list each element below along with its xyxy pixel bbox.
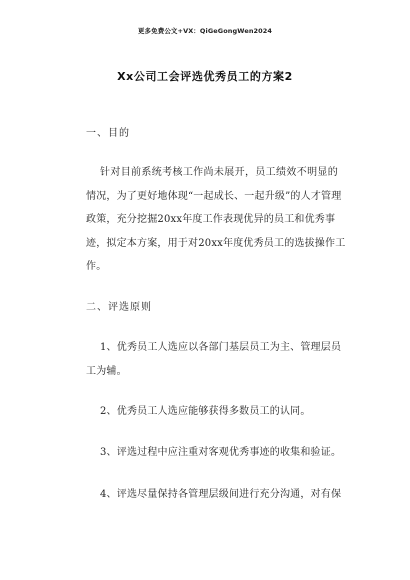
paragraph-purpose xyxy=(100,161,338,185)
principle-item-3 xyxy=(100,441,342,465)
paragraph-line: 2、优秀员工人选应能够获得多数员工的认同。 xyxy=(100,406,311,417)
paragraph-line: 针对目前系统考核工作尚未展开，员工绩效不明显的 xyxy=(100,167,338,178)
header-note: 更多免费公文+VX：QiGeGongWen2024 xyxy=(137,27,273,35)
section-heading-principles: 二、评选原则 xyxy=(86,302,152,313)
paragraph-line: 4、评选尽量保持各管理层级间进行充分沟通，对有保 xyxy=(100,489,342,500)
paragraph-line: 1、优秀员工人选应以各部门基层员工为主、管理层员 xyxy=(100,342,342,353)
paragraph-line: 情况，为了更好地体现“一起成长、一起升级”的人才管理 xyxy=(86,190,342,202)
principle-item-4 xyxy=(100,483,342,507)
paragraph-line: 工为辅。 xyxy=(86,365,127,377)
section-heading-purpose: 一、目的 xyxy=(86,128,130,139)
paragraph-line: 政策，充分挖掘20xx年度工作表现优异的员工和优秀事 xyxy=(86,214,336,225)
principle-item-1-cont xyxy=(86,360,334,384)
principle-item-1 xyxy=(100,336,342,360)
principle-item-2 xyxy=(100,400,338,424)
paragraph-line: 迹，拟定本方案，用于对20xx年度优秀员工的选拔操作工 xyxy=(86,237,346,249)
paragraph-line: 作。 xyxy=(86,261,107,272)
document-title: Xx公司工会评选优秀员工的方案2 xyxy=(117,70,293,83)
paragraph-purpose-cont xyxy=(86,185,346,279)
paragraph-line: 3、评选过程中应注重对客观优秀事迹的收集和验证。 xyxy=(100,447,342,458)
